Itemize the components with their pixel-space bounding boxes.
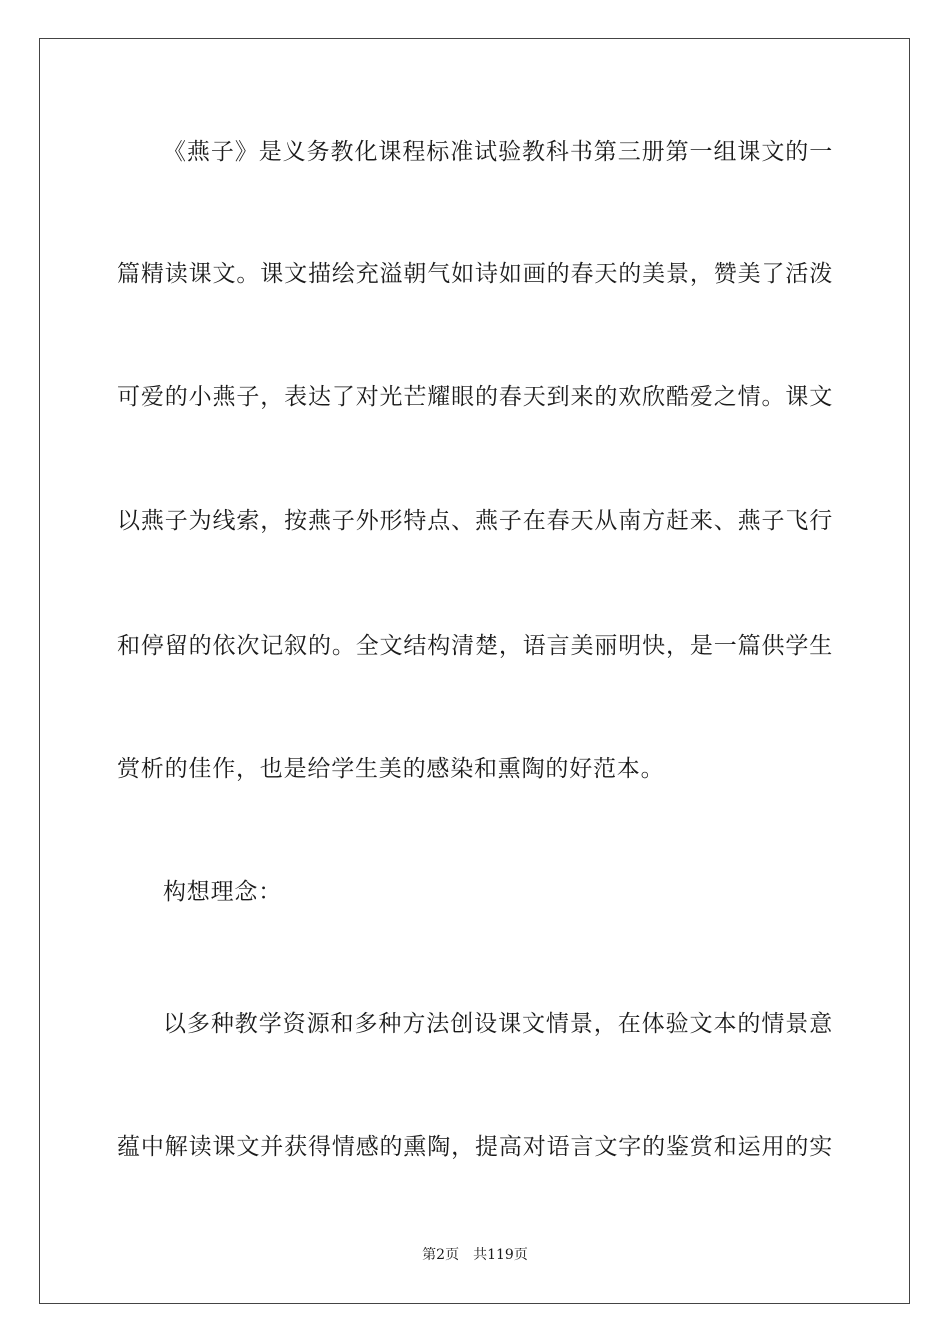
- paragraph-1-line-4: 以燕子为线索，按燕子外形特点、燕子在春天从南方赶来、燕子飞行: [117, 508, 833, 534]
- paragraph-1-line-6: 赏析的佳作，也是给学生美的感染和熏陶的好范本。: [117, 756, 665, 782]
- paragraph-1-line-2: 篇精读课文。课文描绘充溢朝气如诗如画的春天的美景，赞美了活泼: [117, 261, 833, 287]
- page-suffix: 页: [445, 1247, 460, 1263]
- total-suffix: 页: [513, 1247, 528, 1263]
- page-prefix: 第: [422, 1247, 437, 1263]
- paragraph-2-line-2: 蕴中解读课文并获得情感的熏陶，提高对语言文字的鉴赏和运用的实: [117, 1134, 833, 1160]
- total-prefix: 共: [473, 1247, 488, 1263]
- paragraph-1-line-1: 《燕子》是义务教化课程标准试验教科书第三册第一组课文的一: [163, 139, 833, 165]
- page-border: [39, 38, 910, 1304]
- total-pages: 119: [487, 1247, 514, 1263]
- section-heading: 构想理念：: [163, 879, 282, 905]
- page-number: 2: [436, 1247, 446, 1263]
- paragraph-1-line-3: 可爱的小燕子，表达了对光芒耀眼的春天到来的欢欣酷爱之情。课文: [117, 384, 833, 410]
- page-footer: [0, 1246, 950, 1264]
- paragraph-2-line-1: 以多种教学资源和多种方法创设课文情景，在体验文本的情景意: [163, 1011, 833, 1037]
- paragraph-1-line-5: 和停留的依次记叙的。全文结构清楚，语言美丽明快，是一篇供学生: [117, 633, 833, 659]
